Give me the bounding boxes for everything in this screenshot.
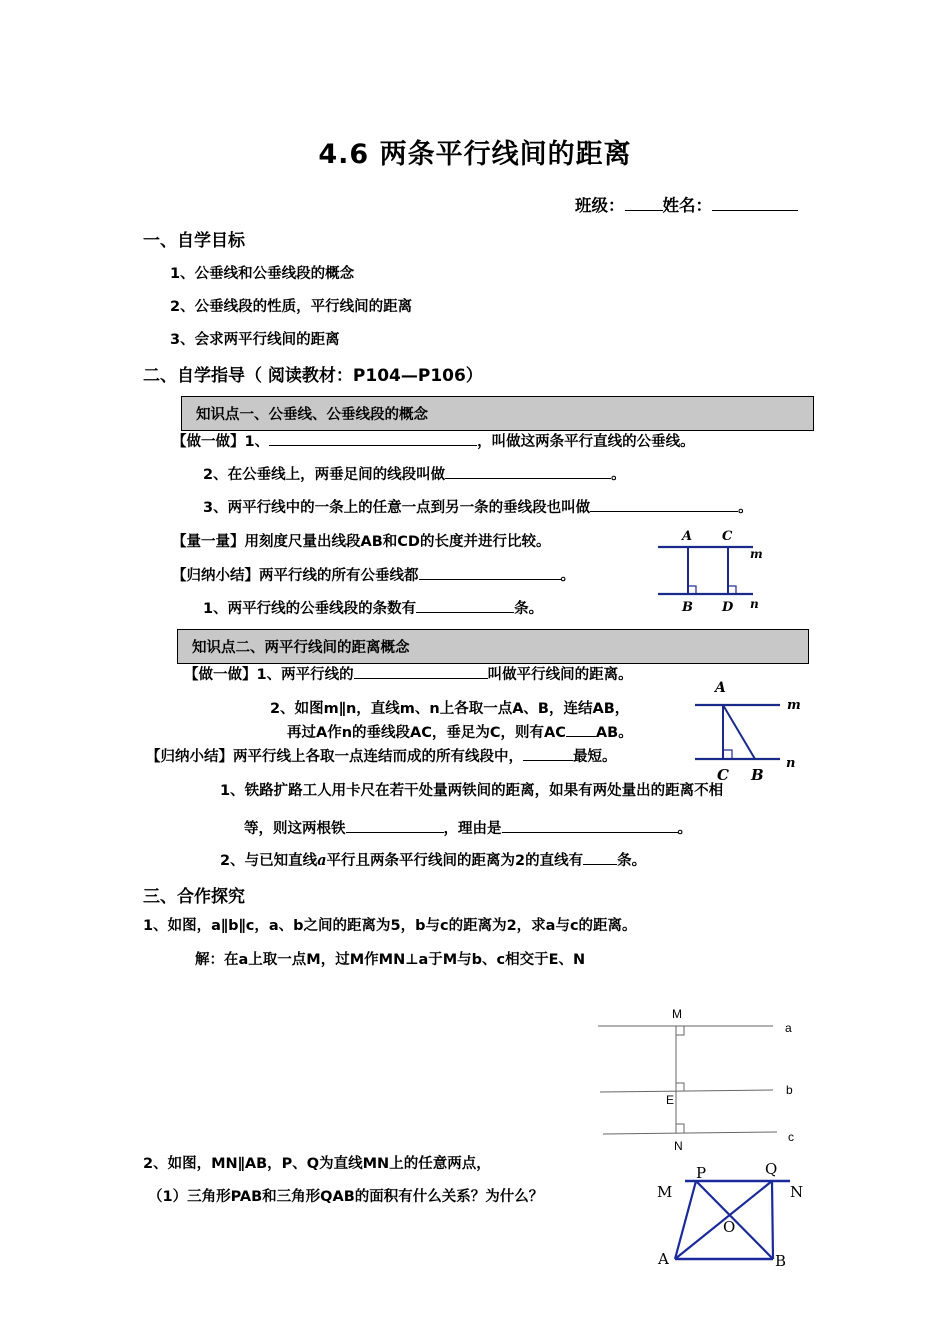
kp2-rail-blank-2[interactable] <box>502 818 678 833</box>
label-D: D <box>722 600 734 615</box>
goal-item: 3、会求两平行线间的距离 <box>170 332 340 348</box>
segment-AB <box>723 705 755 759</box>
kp2-q2-blank[interactable] <box>583 850 617 865</box>
page-title: 4.6 两条平行线间的距离 <box>318 139 632 170</box>
kp2-q2-mid: 平行且两条平行线间的距离为2的直线有 <box>326 853 584 869</box>
kp1-summary-blank[interactable] <box>419 565 561 580</box>
label-B: B <box>682 600 693 615</box>
goal-item: 1、公垂线和公垂线段的概念 <box>170 266 355 282</box>
figure-three-parallels <box>595 1005 805 1155</box>
name-blank[interactable] <box>712 196 798 211</box>
figure-triangles <box>655 1158 810 1272</box>
kp2-rail-line2 <box>244 817 692 838</box>
kp1-do2 <box>203 463 626 484</box>
kp2-q2-var: a <box>317 852 327 869</box>
kp2-summary-suffix: 最短。 <box>573 749 617 765</box>
label-N: N <box>674 1139 683 1153</box>
kp1-summary-suffix: 。 <box>560 568 575 584</box>
section2-heading: 二、自学指导（ 阅读教材：P104—P106） <box>143 366 483 386</box>
segment-QB <box>772 1181 773 1259</box>
label-C: C <box>717 766 729 784</box>
knowledge-box-1 <box>181 396 814 431</box>
label-n: n <box>750 597 759 611</box>
label-M: M <box>672 1007 682 1021</box>
kp2-do2-line2-suffix: AB。 <box>595 725 633 741</box>
kp2-q2 <box>220 849 646 870</box>
kp2-rail-prefix: 等，则这两根铁 <box>244 821 346 837</box>
kp1-count-prefix: 1、两平行线的公垂线段的条数有 <box>203 601 417 617</box>
kp2-summary-prefix: 【归纳小结】两平行线上各取一点连结而成的所有线段中， <box>146 749 523 765</box>
label-Q: Q <box>765 1160 778 1178</box>
right-angle-mark <box>676 1026 684 1035</box>
class-label: 班级： <box>575 196 625 215</box>
kp1-do2-suffix: 。 <box>611 467 626 483</box>
label-n: n <box>786 756 796 771</box>
label-C: C <box>722 529 733 544</box>
name-label: 姓名： <box>662 196 712 215</box>
kp1-do1-blank[interactable] <box>269 431 477 446</box>
label-M: M <box>657 1183 673 1201</box>
class-blank[interactable] <box>625 196 663 211</box>
kp2-do2-line2-prefix: 再过A作n的垂线段AC，垂足为C，则有AC <box>287 725 566 741</box>
kp1-do2-blank[interactable] <box>445 464 611 479</box>
kp1-count <box>203 597 543 618</box>
kp1-do2-prefix: 2、在公垂线上，两垂足间的线段叫做 <box>203 467 446 483</box>
kp1-summary <box>172 564 575 585</box>
label-O: O <box>723 1218 736 1236</box>
figure-distance <box>695 676 810 786</box>
label-E: E <box>666 1093 675 1107</box>
label-B: B <box>775 1252 787 1270</box>
kp2-q2-prefix: 2、与已知直线 <box>220 853 318 869</box>
label-B: B <box>751 766 764 784</box>
label-a: a <box>785 1021 792 1035</box>
kp1-do1 <box>172 430 695 451</box>
kp2-do2-line1: 2、如图m∥n，直线m、n上各取一点A、B，连结AB， <box>270 701 630 717</box>
kp2-rail-mid: ，理由是 <box>443 821 502 837</box>
kp2-do2-line2 <box>287 721 633 742</box>
right-angle-mark <box>676 1124 684 1133</box>
kp1-do3-prefix: 3、两平行线中的一条上的任意一点到另一条的垂线段也叫做 <box>203 500 591 516</box>
kp1-count-suffix: 条。 <box>514 601 544 617</box>
kp1-summary-prefix: 【归纳小结】两平行线的所有公垂线都 <box>172 568 419 584</box>
kp1-count-blank[interactable] <box>416 598 514 613</box>
s3-q1-solution: 解：在a上取一点M，过M作MN⊥a于M与b、c相交于E、N <box>195 952 586 968</box>
label-A: A <box>715 680 726 696</box>
knowledge-box-1-label: 知识点一、公垂线、公垂线段的概念 <box>196 407 428 423</box>
label-c: c <box>788 1130 794 1144</box>
class-name-line <box>575 192 798 216</box>
kp2-do1-prefix: 【做一做】1、两平行线的 <box>184 667 354 683</box>
kp1-measure: 【量一量】用刻度尺量出线段AB和CD的长度并进行比较。 <box>172 534 551 550</box>
section3-heading: 三、合作探究 <box>143 887 245 907</box>
kp1-do3-blank[interactable] <box>590 497 738 512</box>
kp2-rail-suffix: 。 <box>677 821 692 837</box>
kp2-do1 <box>184 663 633 684</box>
label-N: N <box>790 1183 804 1201</box>
right-angle-mark <box>676 1083 684 1091</box>
kp2-rail-blank-1[interactable] <box>346 818 444 833</box>
kp2-q2-suffix: 条。 <box>617 853 647 869</box>
kp1-do3-suffix: 。 <box>738 500 753 516</box>
knowledge-box-2-label: 知识点二、两平行线间的距离概念 <box>192 640 410 656</box>
right-angle-mark <box>728 586 736 594</box>
kp2-summary-blank[interactable] <box>523 746 573 761</box>
label-m: m <box>787 698 801 713</box>
kp2-rail-line1: 1、铁路扩路工人用卡尺在若干处量两铁间的距离，如果有两处量出的距离不相 <box>220 783 724 799</box>
right-angle-mark <box>723 750 732 759</box>
label-A: A <box>682 529 693 544</box>
s3-q1-text: 1、如图，a∥b∥c，a、b之间的距离为5，b与c的距离为2，求a与c的距离。 <box>143 918 637 934</box>
s3-q2-text: 2、如图，MN∥AB，P、Q为直线MN上的任意两点， <box>143 1156 491 1172</box>
kp1-do3 <box>203 496 753 517</box>
label-m: m <box>750 547 763 561</box>
kp2-do1-suffix: 叫做平行线间的距离。 <box>487 667 633 683</box>
kp2-do1-blank[interactable] <box>354 664 488 679</box>
goal-item: 2、公垂线段的性质，平行线间的距离 <box>170 299 413 315</box>
figure-common-perpendicular <box>655 522 775 617</box>
section1-heading: 一、自学目标 <box>143 231 245 251</box>
line-b <box>600 1090 773 1092</box>
kp1-do1-prefix: 【做一做】1、 <box>172 434 270 450</box>
kp2-summary <box>146 745 617 766</box>
label-b: b <box>786 1083 793 1097</box>
kp1-do1-suffix: ，叫做这两条平行直线的公垂线。 <box>477 434 695 450</box>
label-P: P <box>696 1164 707 1182</box>
s3-q2-sub: （1）三角形PAB和三角形QAB的面积有什么关系？为什么？ <box>148 1189 544 1205</box>
segment-PA <box>675 1181 696 1259</box>
right-angle-mark <box>688 586 696 594</box>
label-A: A <box>658 1250 669 1268</box>
knowledge-box-2 <box>177 629 809 664</box>
kp2-do2-blank[interactable] <box>566 722 596 737</box>
line-c <box>603 1132 777 1134</box>
